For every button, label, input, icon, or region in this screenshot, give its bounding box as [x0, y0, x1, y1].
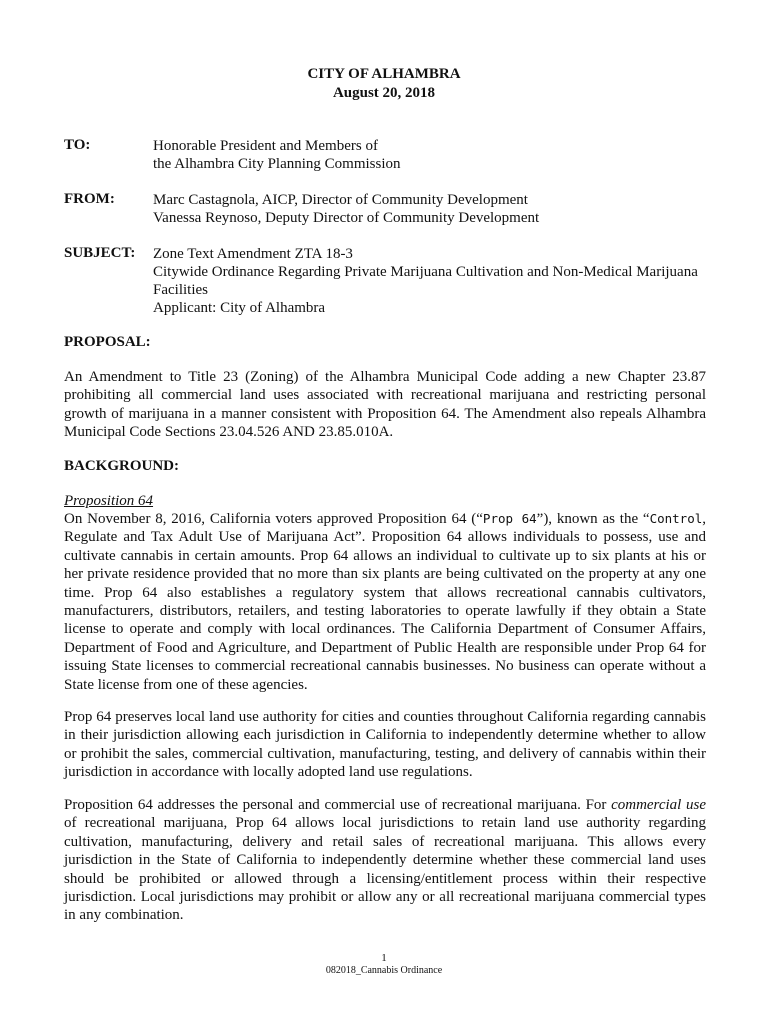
- footer-filename: 082018_Cannabis Ordinance: [325, 965, 443, 976]
- subject-line: Citywide Ordinance Regarding Private Marijuana Cultivation and Non-Medical Marijuana: [153, 264, 698, 280]
- background-heading: BACKGROUND:: [64, 458, 179, 474]
- subject-value: [153, 245, 706, 317]
- p1-text-e: , Regulate and Tax Adult Use of Marijuana Act”. Proposition 64 allows individuals to possess, use and cultivate cannabis in certain amounts. Prop 64 allows an individual to cultivate up to six plants at his or her private residence provided that no more than six plants are being cultivated on the property at any one time. Prop 64 also establishes a regulatory system that allows recreational cannabis cultivators, manufacturers, distributors, retailers, and testing laboratories to operate lawfully if they obtain a State license to operate and comply with local ordinances. The California Department of Consumer Affairs, Department of Food and Agriculture, and Department of Public Health are responsible under Prop 64 for issuing State licenses to commercial recreational cannabis businesses. No business can operate without a State license from one of these agencies.: [64, 511, 706, 693]
- proposal-paragraph: An Amendment to Title 23 (Zoning) of the Alhambra Municipal Code adding a new Chapter 23.87 prohibiting all commercial land uses associated with recreational marijuana and restricting personal growth of marijuana in a manner consistent with Proposition 64. The Amendment also repeals Alhambra Municipal Code Sections 23.04.526 AND 23.85.010A.: [64, 369, 706, 441]
- subject-line: Applicant: City of Alhambra: [153, 300, 326, 316]
- from-label: FROM:: [64, 191, 115, 207]
- p1-text-a: On November 8, 2016, California voters approved Proposition 64 (“: [64, 511, 483, 527]
- p1-text-c: ”), known as the “: [536, 511, 650, 527]
- subject-line: Facilities: [153, 282, 208, 298]
- from-line: Vanessa Reynoso, Deputy Director of Community Development: [153, 210, 540, 226]
- to-label: TO:: [64, 137, 91, 153]
- background-paragraph-2: Prop 64 preserves local land use authority for cities and counties throughout California regarding cannabis in their jurisdiction allowing each jurisdiction in California to independently determine whether to allow or prohibit the sales, commercial cultivation, manufacturing, testing, and delivery of cannabis within their jurisdiction in accordance with locally adopted land use regulations.: [64, 709, 706, 781]
- background-paragraph-3: [64, 796, 706, 925]
- header-org: CITY OF ALHAMBRA: [307, 66, 461, 82]
- subject-line: Zone Text Amendment ZTA 18-3: [153, 246, 353, 262]
- proposal-heading: PROPOSAL:: [64, 334, 151, 350]
- control-term: Control: [649, 511, 703, 526]
- from-line: Marc Castagnola, AICP, Director of Community Development: [153, 192, 528, 208]
- header-date: August 20, 2018: [332, 85, 436, 101]
- page-number: 1: [381, 952, 387, 964]
- prop-64-term: Prop 64: [482, 511, 537, 526]
- to-value: [153, 137, 706, 173]
- proposition-64-subheading: Proposition 64: [64, 493, 154, 509]
- to-line: the Alhambra City Planning Commission: [153, 156, 401, 172]
- from-value: [153, 191, 706, 227]
- p3-text-c: of recreational marijuana, Prop 64 allows local jurisdictions to retain land use authority regarding cultivation, manufacturing, delivery and retail sales of recreational marijuana. This allows every jurisdiction in the State of California to independently determine whether these commercial land uses should be prohibited or allowed through a licensing/entitlement process within their respective jurisdiction. Local jurisdictions may prohibit or allow any or all recreational marijuana commercial types in any combination.: [64, 815, 706, 924]
- commercial-use-term: commercial use: [611, 797, 706, 813]
- p3-text-a: Proposition 64 addresses the personal and commercial use of recreational marijuana. For: [64, 797, 612, 813]
- to-line: Honorable President and Members of: [153, 138, 378, 154]
- subject-label: SUBJECT:: [64, 245, 136, 261]
- background-paragraph-1: [64, 510, 706, 694]
